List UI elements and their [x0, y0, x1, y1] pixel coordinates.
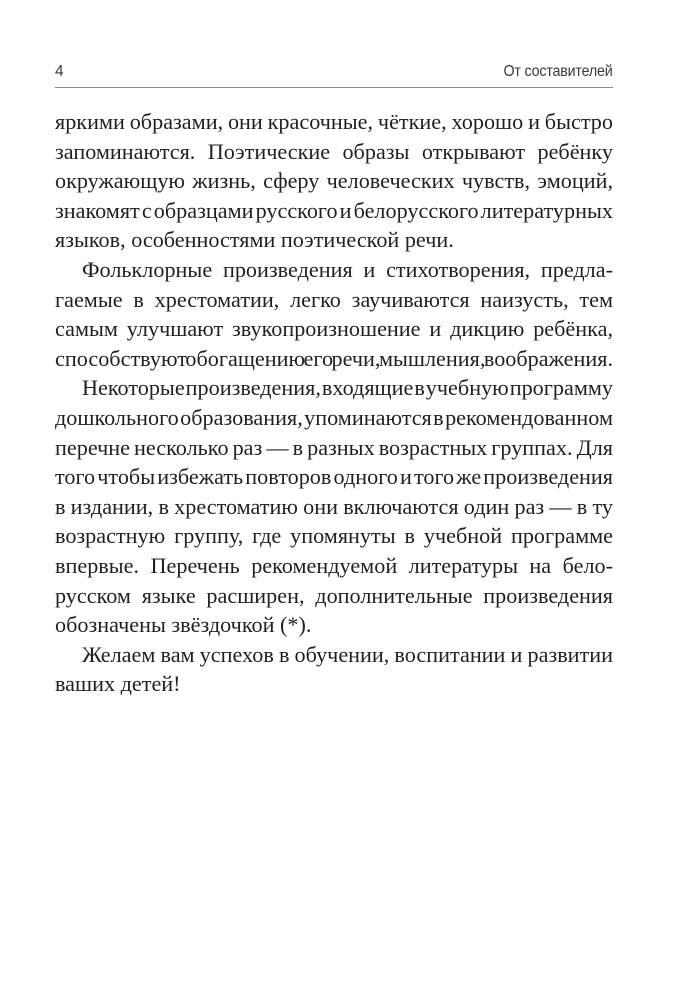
running-header [55, 61, 613, 88]
text-line: перечне несколько раз — в разных возрастных группах. Для [55, 434, 613, 460]
body-text [55, 107, 613, 699]
text-line: ваших детей! [55, 671, 181, 697]
text-line: гаемые в хрестоматии, легко заучиваются наизусть, тем [55, 286, 613, 312]
text-line: русском языке расширен, дополнительные произведения [55, 582, 613, 608]
text-line: способствуют обогащению его речи, мышления, воображения. [55, 345, 613, 371]
text-line: языков, особенностями поэтической речи. [55, 227, 454, 253]
paragraph-4 [55, 640, 613, 699]
paragraph-3 [55, 373, 613, 639]
text-line: Желаем вам успехов в обучении, воспитании и развитии [82, 641, 613, 667]
text-line: обозначены звёздочкой (*). [55, 612, 312, 638]
text-line: запоминаются. Поэтические образы открывают ребёнку [55, 138, 613, 164]
text-line: в издании, в хрестоматию они включаются один раз — в ту [55, 493, 613, 519]
text-line: самым улучшают звукопроизношение и дикцию ребёнка, [55, 316, 613, 342]
text-line: знакомят с образцами русского и белорусского литературных [55, 197, 613, 223]
paragraph-2 [55, 255, 613, 373]
section-title: От составителей [503, 63, 613, 80]
text-line: того чтобы избежать повторов одного и того же произведения [55, 464, 613, 490]
text-line: окружающую жизнь, сферу человеческих чувств, эмоций, [55, 168, 613, 194]
text-line: Фольклорные произведения и стихотворения, предла- [82, 256, 613, 282]
page-number: 4 [55, 63, 64, 80]
text-line: впервые. Перечень рекомендуемой литературы на бело- [55, 552, 613, 578]
text-line: дошкольного образования, упоминаются в рекомендованном [55, 404, 613, 430]
text-line: возрастную группу, где упомянуты в учебной программе [55, 523, 613, 549]
text-line: яркими образами, они красочные, чёткие, хорошо и быстро [55, 109, 613, 134]
text-line: Некоторые произведения, входящие в учебную программу [82, 375, 613, 401]
paragraph-1 [55, 107, 613, 255]
